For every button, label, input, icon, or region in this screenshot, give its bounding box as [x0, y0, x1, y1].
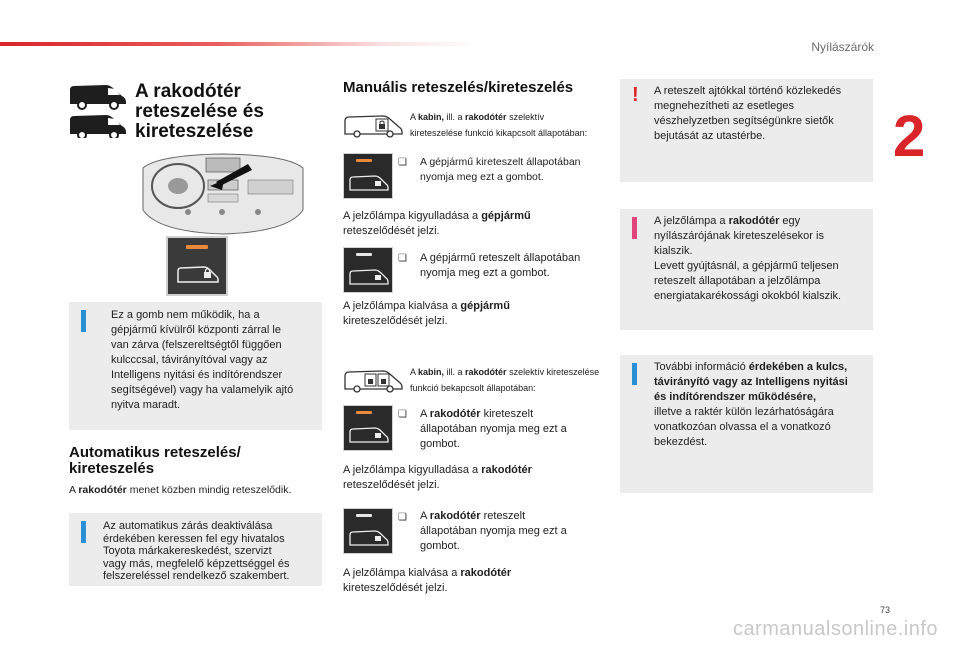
page-number: 73 [879, 605, 890, 615]
van-lock-icon [348, 266, 390, 288]
info-box-indicator-light: A jelzőlámpa a rakodótér egy nyílászárójának kireteszelésekor is kialszik. Levett gyújtásnál, a gépjármű teljesen reteszelt állapotában a jelzőlámpa energiatakarékossági okokból kialszik. [620, 209, 873, 330]
step-3-text: A rakodótér kireteszelt állapotában nyomja meg ezt a gombot. [420, 408, 567, 450]
button-icon-led-on [343, 153, 393, 199]
indicator-led [356, 411, 372, 414]
bullet-icon: ❏ [398, 253, 407, 264]
van-lock-icon [176, 262, 220, 286]
auto-lock-title: Automatikus reteszelés/ kireteszelés [69, 444, 241, 477]
info-icon [632, 217, 637, 239]
header-accent-bar [0, 42, 480, 46]
page-title: A rakodótér reteszelése és kireteszelése [135, 81, 264, 142]
warning-box-locked-doors: ! A reteszelt ajtókkal történő közlekedés megnehezítheti az esetleges vészhelyzetben segítségünkre sietők bejutását az utastérbe. [620, 79, 873, 182]
chapter-number: 2 [893, 104, 926, 169]
step-2-text: A gépjármű reteszelt állapotában nyomja meg ezt a gombot. [420, 252, 581, 279]
indicator-led [356, 159, 372, 162]
auto-lock-text: A rakodótér menet közben mindig reteszelődik. [69, 484, 292, 496]
van-outline-lock-icon [343, 112, 405, 138]
info-box-more-info: További információ érdekében a kulcs, távirányító vagy az Intelligens nyitási és indítórendszer működésére, illetve a raktér külön lezárhatóságára vonatkozóan olvassa el a vonatkozó bekezdést. [620, 355, 873, 493]
section-title: Nyílászárók [811, 40, 874, 54]
result-4-text: A jelzőlámpa kialvása a rakodótér kireteszelődését jelzi. [343, 567, 512, 594]
warning-icon: ! [632, 84, 639, 106]
bullet-icon: ❏ [398, 512, 407, 523]
result-2-text: A jelzőlámpa kialvása a gépjármű kireteszelődését jelzi. [343, 300, 510, 327]
van-side-icon-2 [70, 115, 126, 138]
info-icon [81, 521, 86, 543]
step-4-text: A rakodótér reteszelt állapotában nyomja meg ezt a gombot. [420, 510, 567, 552]
caption-selective-on: A kabin, ill. a rakodótér szelektív kireteszelése funkció bekapcsolt állapotában: [410, 367, 600, 393]
info-icon [81, 310, 86, 332]
van-lock-icon [348, 172, 390, 194]
van-side-icon-1 [70, 85, 126, 109]
van-lock-icon [348, 527, 390, 549]
button-icon-led-on-cargo [343, 405, 393, 451]
caption-selective-off: A kabin, ill. a rakodótér szelektív kireteszelése funkció kikapcsolt állapotában: [410, 112, 588, 138]
result-1-text: A jelzőlámpa kigyulladása a gépjármű reteszelődését jelzi. [343, 210, 531, 237]
manual-lock-title: Manuális reteszelés/kireteszelés [343, 79, 574, 96]
lock-button-closeup [166, 236, 228, 296]
button-icon-led-off-cargo [343, 508, 393, 554]
indicator-led [186, 245, 208, 249]
van-lock-icon [348, 424, 390, 446]
info-icon [632, 363, 637, 385]
info-box-auto-lock-deactivation: Az automatikus zárás deaktiválása érdekében keressen fel egy hivatalos Toyota márkakereskedést, szervizt vagy más, megfelelő képzettséggel és felszereléssel rendelkező szakembert. [69, 513, 322, 586]
watermark: carmanualsonline.info [732, 618, 938, 640]
info-box-button-limitations: Ez a gomb nem működik, ha a gépjármű kívülről központi zárral le van zárva (felszereltségtől függően kulcccsal, távirányítóval vagy az Intelligens nyitási és indítórendszer segítségével) vagy ha valamelyik ajtó nyitva maradt. [69, 302, 322, 430]
dashboard-illustration [138, 150, 308, 240]
indicator-led [356, 253, 372, 256]
indicator-led [356, 514, 372, 517]
bullet-icon: ❏ [398, 157, 407, 168]
result-3-text: A jelzőlámpa kigyulladása a rakodótér reteszelődését jelzi. [343, 464, 532, 491]
button-icon-led-off [343, 247, 393, 293]
bullet-icon: ❏ [398, 409, 407, 420]
step-1-text: A gépjármű kireteszelt állapotában nyomja meg ezt a gombot. [420, 156, 581, 183]
van-outline-lock-cargo-icon [343, 367, 405, 393]
van-icons [68, 80, 130, 138]
